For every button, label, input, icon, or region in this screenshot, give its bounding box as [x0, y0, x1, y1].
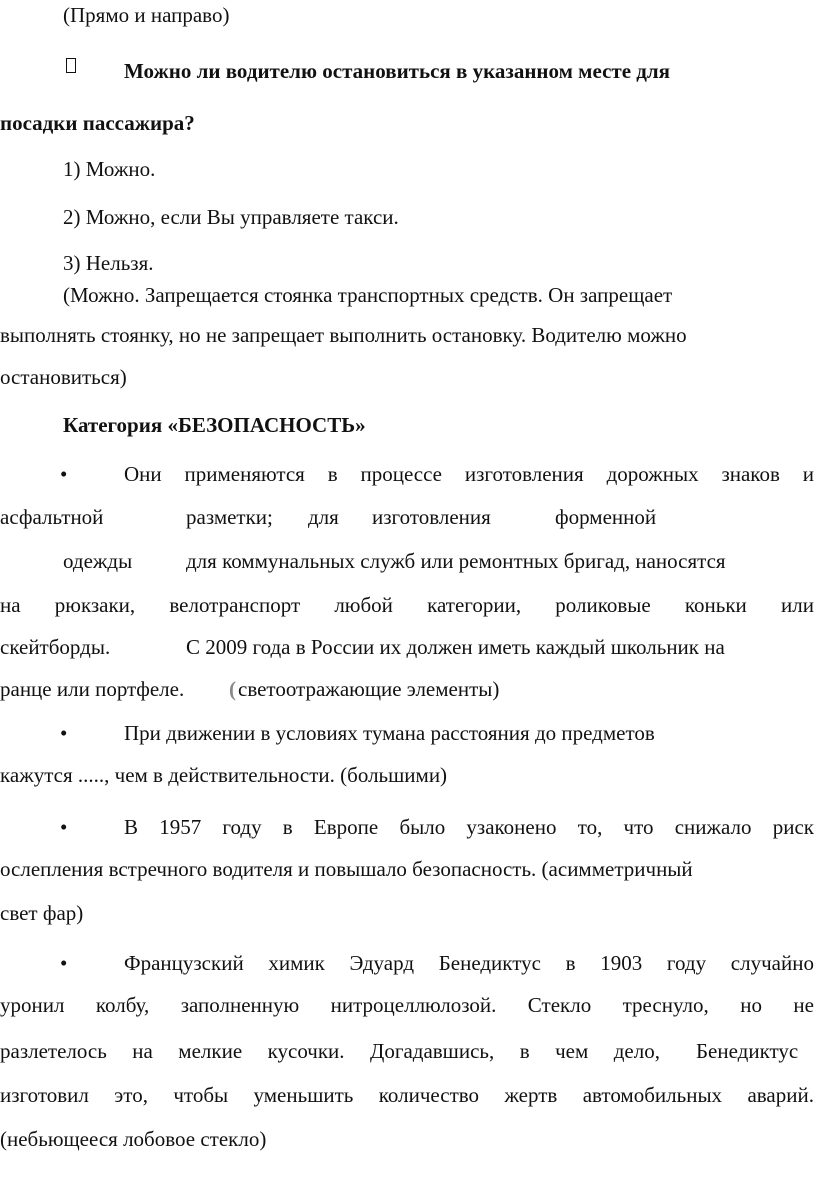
bullet-2-line-1: При движении в условиях тумана расстояния до предметов: [124, 721, 655, 745]
word: автомобильных: [582, 1083, 723, 1107]
word: в: [565, 951, 576, 975]
category-heading: Категория «БЕЗОПАСНОСТЬ»: [63, 413, 366, 437]
question-line-2: посадки пассажира?: [0, 111, 195, 135]
word: знаков: [721, 462, 780, 486]
bullet-4-line-3b: Бенедиктус: [696, 1039, 799, 1063]
word: аварий.: [747, 1083, 814, 1107]
bullet-1-line-5a: скейтборды.: [0, 635, 111, 659]
word: случайно: [730, 951, 814, 975]
word: В: [124, 815, 139, 839]
bullet-1-line-3a: одежды: [63, 549, 133, 573]
bullet-1-line-2-w5: форменной: [555, 505, 657, 529]
word: в: [282, 815, 293, 839]
bullet-4-line-4: [0, 1082, 814, 1108]
bullet-3-line-3: свет фар): [0, 901, 84, 925]
word: риск: [772, 815, 814, 839]
answer-line-2: выполнять стоянку, но не запрещает выполнить остановку. Водителю можно: [0, 323, 687, 347]
bullet-1-line-6-paren: (: [229, 677, 236, 701]
word: роликовые: [555, 593, 651, 617]
bullet-3-line-1: [124, 814, 814, 840]
option-1: 1) Можно.: [63, 157, 156, 181]
word: Французский: [124, 951, 244, 975]
word: коньки: [684, 593, 747, 617]
question-line-1: Можно ли водителю остановиться в указанном месте для: [124, 59, 671, 83]
option-3: 3) Нельзя.: [63, 251, 154, 275]
bullet-1-line-6a: ранце или портфеле.: [0, 677, 185, 701]
word: 1957: [159, 815, 202, 839]
word: или: [781, 593, 814, 617]
bullet-4-icon: •: [60, 951, 68, 975]
bullet-1-line-2-w1: асфальтной: [0, 505, 104, 529]
bullet-4-line-3: [0, 1038, 660, 1064]
word: количество: [378, 1083, 480, 1107]
word: на: [0, 593, 21, 617]
word: уронил: [0, 993, 65, 1017]
word: дорожных: [606, 462, 699, 486]
bullet-1-line-2-w4: изготовления: [372, 505, 491, 529]
word: Стекло: [527, 993, 592, 1017]
word: применяются: [184, 462, 305, 486]
word: в: [519, 1039, 530, 1063]
bullet-2-icon: •: [60, 721, 68, 745]
bullet-1-line-1: [124, 461, 814, 487]
bullet-3-line-2: ослепления встречного водителя и повышало безопасность. (асимметричный: [0, 857, 693, 881]
word: но: [740, 993, 762, 1017]
word: рюкзаки,: [54, 593, 136, 617]
word: Бенедиктус: [438, 951, 541, 975]
bullet-4-line-2: [0, 992, 814, 1018]
word: узаконено: [466, 815, 557, 839]
word: мелкие: [178, 1039, 243, 1063]
word: кусочки.: [267, 1039, 345, 1063]
bullet-1-line-2-w3: для: [308, 505, 339, 529]
word: чем: [555, 1039, 589, 1063]
word: изготовления: [464, 462, 584, 486]
word: изготовил: [0, 1083, 89, 1107]
word: химик: [268, 951, 325, 975]
word: и: [802, 462, 814, 486]
bullet-4-line-5: (небьющееся лобовое стекло): [0, 1127, 267, 1151]
bullet-1-line-5b: С 2009 года в России их должен иметь каждый школьник на: [186, 635, 725, 659]
previous-answer: (Прямо и направо): [63, 3, 230, 27]
word: это,: [114, 1083, 148, 1107]
bullet-1-line-2-w2: разметки;: [186, 505, 273, 529]
answer-line-3: остановиться): [0, 365, 127, 389]
word: процессе: [360, 462, 443, 486]
word: нитроцеллюлозой.: [330, 993, 497, 1017]
word: уменьшить: [253, 1083, 354, 1107]
word: велотранспорт: [169, 593, 301, 617]
word: колбу,: [95, 993, 150, 1017]
word: не: [793, 993, 814, 1017]
option-2: 2) Можно, если Вы управляете такси.: [63, 205, 399, 229]
word: чтобы: [173, 1083, 229, 1107]
bullet-1-line-6b: светоотражающие элементы): [238, 677, 500, 701]
word: было: [399, 815, 446, 839]
answer-line-1: (Можно. Запрещается стоянка транспортных средств. Он запрещает: [63, 283, 673, 307]
word: категории,: [427, 593, 522, 617]
word: разлетелось: [0, 1039, 107, 1063]
word: дело,: [613, 1039, 660, 1063]
word: что: [623, 815, 654, 839]
bullet-1-line-3b: для коммунальных служб или ремонтных бригад, наносятся: [186, 549, 726, 573]
word: Они: [124, 462, 162, 486]
word: Европе: [313, 815, 379, 839]
word: то,: [577, 815, 603, 839]
word: 1903: [600, 951, 643, 975]
checkbox-symbol-icon: [66, 58, 76, 73]
word: году: [222, 815, 262, 839]
bullet-2-line-2: кажутся ....., чем в действительности. (большими): [0, 763, 448, 787]
word: треснуло,: [622, 993, 709, 1017]
word: на: [132, 1039, 153, 1063]
word: любой: [334, 593, 393, 617]
bullet-3-icon: •: [60, 815, 68, 839]
word: в: [327, 462, 338, 486]
bullet-1-line-4: [0, 592, 814, 618]
word: заполненную: [180, 993, 300, 1017]
word: году: [666, 951, 707, 975]
bullet-1-icon: •: [60, 462, 68, 486]
word: снижало: [674, 815, 752, 839]
word: Догадавшись,: [370, 1039, 495, 1063]
bullet-4-line-1: [124, 950, 814, 976]
word: Эдуард: [349, 951, 415, 975]
word: жертв: [504, 1083, 558, 1107]
